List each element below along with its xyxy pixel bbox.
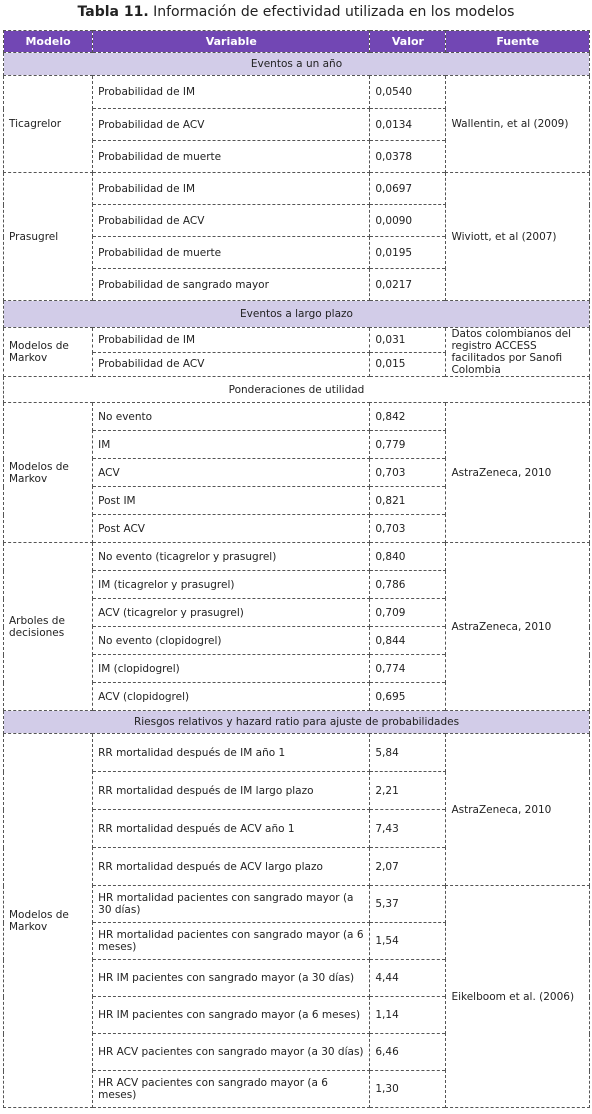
model-cell: Prasugrel: [4, 173, 93, 301]
variable-cell: Probabilidad de ACV: [93, 109, 370, 141]
table-row: [4, 734, 590, 772]
value-cell: 1,30: [370, 1071, 446, 1108]
variable-cell: Probabilidad de IM: [93, 328, 370, 353]
source-cell: Wallentin, et al (2009): [446, 76, 590, 173]
table-row: [4, 403, 590, 431]
variable-cell: Probabilidad de IM: [93, 76, 370, 109]
table-title: [0, 0, 592, 30]
variable-cell: HR IM pacientes con sangrado mayor (a 6 meses): [93, 997, 370, 1034]
value-cell: 0,015: [370, 352, 446, 377]
source-cell: Datos colombianos del registro ACCESS facilitados por Sanofi Colombia: [446, 328, 590, 377]
variable-cell: RR mortalidad después de IM largo plazo: [93, 772, 370, 810]
value-cell: 0,703: [370, 515, 446, 543]
value-cell: 0,779: [370, 431, 446, 459]
table-caption: Información de efectividad utilizada en los modelos: [153, 4, 515, 20]
source-cell: Wiviott, et al (2007): [446, 173, 590, 301]
value-cell: 4,44: [370, 960, 446, 997]
section-ponderaciones: Ponderaciones de utilidad: [4, 377, 590, 403]
variable-cell: Probabilidad de IM: [93, 173, 370, 205]
variable-cell: Probabilidad de muerte: [93, 141, 370, 173]
section-eventos-un-ano: Eventos a un año: [4, 53, 590, 76]
value-cell: 0,695: [370, 683, 446, 711]
variable-cell: RR mortalidad después de IM año 1: [93, 734, 370, 772]
variable-cell: ACV (ticagrelor y prasugrel): [93, 599, 370, 627]
effectiveness-table: [3, 30, 590, 1108]
source-cell: AstraZeneca, 2010: [446, 734, 590, 886]
model-cell: Modelos de Markov: [4, 328, 93, 377]
model-cell: Ticagrelor: [4, 76, 93, 173]
value-cell: 2,21: [370, 772, 446, 810]
value-cell: 0,786: [370, 571, 446, 599]
variable-cell: Probabilidad de ACV: [93, 352, 370, 377]
value-cell: 1,14: [370, 997, 446, 1034]
value-cell: 2,07: [370, 848, 446, 886]
model-cell: Arboles de decisiones: [4, 543, 93, 711]
variable-cell: HR ACV pacientes con sangrado mayor (a 6 meses): [93, 1071, 370, 1108]
model-cell: Modelos de Markov: [4, 403, 93, 543]
value-cell: 0,0090: [370, 205, 446, 237]
variable-cell: HR mortalidad pacientes con sangrado mayor (a 6 meses): [93, 923, 370, 960]
value-cell: 5,84: [370, 734, 446, 772]
value-cell: 0,0134: [370, 109, 446, 141]
source-cell: Eikelboom et al. (2006): [446, 886, 590, 1108]
source-cell: AstraZeneca, 2010: [446, 543, 590, 711]
variable-cell: ACV (clopidogrel): [93, 683, 370, 711]
variable-cell: Probabilidad de muerte: [93, 237, 370, 269]
value-cell: 0,0217: [370, 269, 446, 301]
variable-cell: Probabilidad de ACV: [93, 205, 370, 237]
model-cell: Modelos de Markov: [4, 734, 93, 1108]
value-cell: 0,840: [370, 543, 446, 571]
variable-cell: No evento (clopidogrel): [93, 627, 370, 655]
table-row: [4, 328, 590, 353]
value-cell: 1,54: [370, 923, 446, 960]
table-number: Tabla 11.: [77, 4, 149, 20]
variable-cell: IM: [93, 431, 370, 459]
variable-cell: ACV: [93, 459, 370, 487]
value-cell: 6,46: [370, 1034, 446, 1071]
header-valor: Valor: [370, 31, 446, 53]
variable-cell: HR IM pacientes con sangrado mayor (a 30 días): [93, 960, 370, 997]
value-cell: 0,842: [370, 403, 446, 431]
variable-cell: No evento (ticagrelor y prasugrel): [93, 543, 370, 571]
value-cell: 0,774: [370, 655, 446, 683]
variable-cell: HR mortalidad pacientes con sangrado mayor (a 30 días): [93, 886, 370, 923]
value-cell: 0,0195: [370, 237, 446, 269]
section-eventos-largo-plazo: Eventos a largo plazo: [4, 301, 590, 328]
value-cell: 5,37: [370, 886, 446, 923]
variable-cell: Post IM: [93, 487, 370, 515]
variable-cell: IM (ticagrelor y prasugrel): [93, 571, 370, 599]
table-row: [4, 543, 590, 571]
value-cell: 0,709: [370, 599, 446, 627]
section-riesgos-relativos: Riesgos relativos y hazard ratio para ajuste de probabilidades: [4, 711, 590, 734]
value-cell: 0,844: [370, 627, 446, 655]
variable-cell: Probabilidad de sangrado mayor: [93, 269, 370, 301]
header-row: [4, 31, 590, 53]
value-cell: 0,0540: [370, 76, 446, 109]
table-row: [4, 173, 590, 205]
variable-cell: No evento: [93, 403, 370, 431]
value-cell: 0,0378: [370, 141, 446, 173]
table-row: [4, 76, 590, 109]
variable-cell: IM (clopidogrel): [93, 655, 370, 683]
variable-cell: HR ACV pacientes con sangrado mayor (a 30 días): [93, 1034, 370, 1071]
variable-cell: Post ACV: [93, 515, 370, 543]
variable-cell: RR mortalidad después de ACV año 1: [93, 810, 370, 848]
value-cell: 0,821: [370, 487, 446, 515]
value-cell: 0,031: [370, 328, 446, 353]
header-modelo: Modelo: [4, 31, 93, 53]
variable-cell: RR mortalidad después de ACV largo plazo: [93, 848, 370, 886]
header-fuente: Fuente: [446, 31, 590, 53]
value-cell: 0,0697: [370, 173, 446, 205]
value-cell: 0,703: [370, 459, 446, 487]
value-cell: 7,43: [370, 810, 446, 848]
source-cell: AstraZeneca, 2010: [446, 403, 590, 543]
header-variable: Variable: [93, 31, 370, 53]
